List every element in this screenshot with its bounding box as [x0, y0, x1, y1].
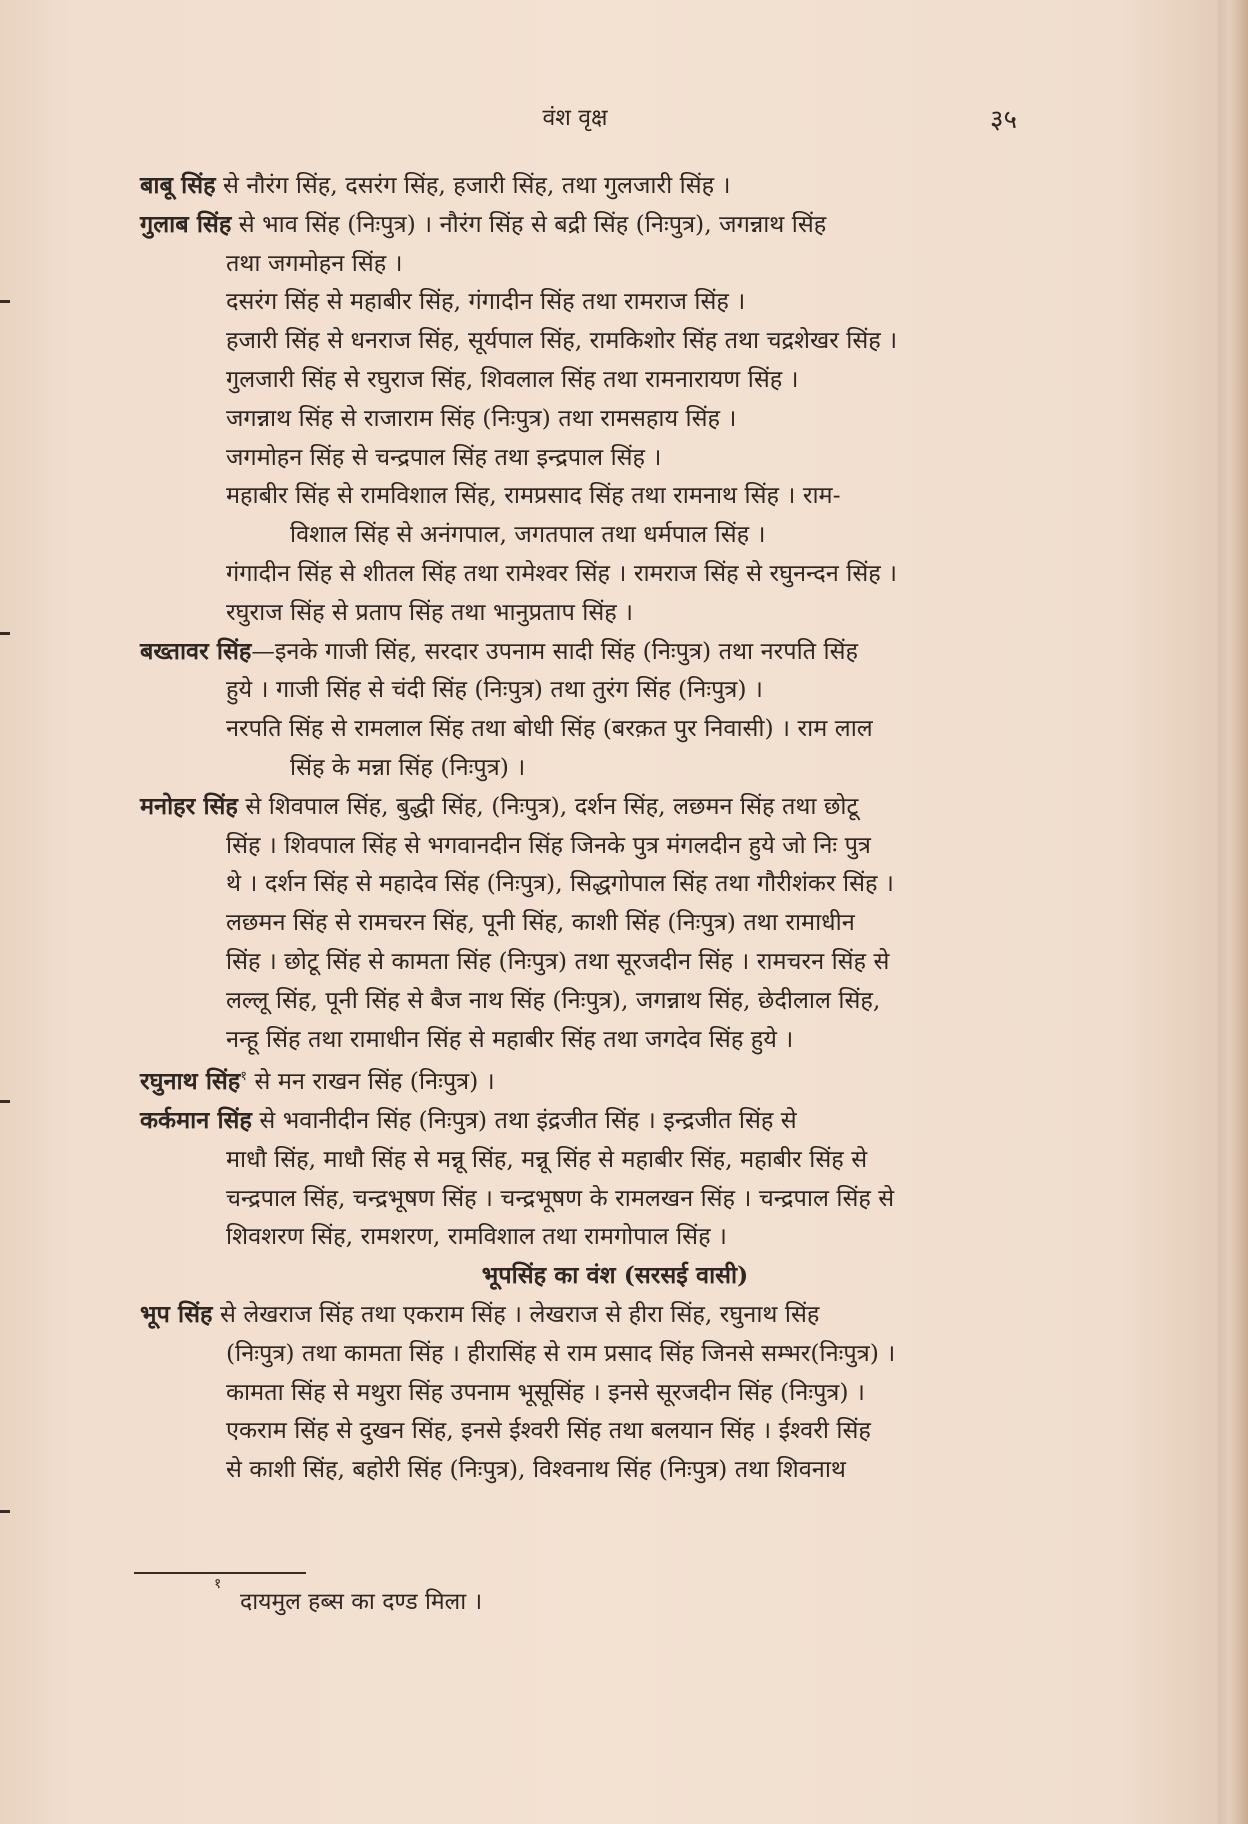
text-line: नन्हू सिंह तथा रामाधीन सिंह से महाबीर सिंह तथा जगदेव सिंह हुये ।: [226, 1024, 794, 1053]
footnote-mark: १: [214, 1576, 222, 1592]
text-line: हजारी सिंह से धनराज सिंह, सूर्यपाल सिंह, रामकिशोर सिंह तथा चद्रशेखर सिंह ।: [226, 326, 898, 355]
line-text: से नौरंग सिंह, दसरंग सिंह, हजारी सिंह, तथा गुलजारी सिंह ।: [215, 171, 731, 199]
text-line: [140, 787, 1060, 826]
text-line: सिंह के मन्ना सिंह (निःपुत्र) ।: [290, 752, 526, 781]
person-name: गुलाब सिंह: [140, 209, 232, 238]
genealogy-text: [140, 166, 1060, 1489]
line-text: से भाव सिंह (निःपुत्र) । नौरंग सिंह से बद्री सिंह (निःपुत्र), जगन्नाथ सिंह: [231, 209, 827, 238]
next-page-edge: [1218, 0, 1248, 1824]
text-line: लछमन सिंह से रामचरन सिंह, पूनी सिंह, काशी सिंह (निःपुत्र) तथा रामाधीन: [226, 908, 855, 937]
text-line: से काशी सिंह, बहोरी सिंह (निःपुत्र), विश्वनाथ सिंह (निःपुत्र) तथा शिवनाथ: [226, 1455, 846, 1484]
text-line: तथा जगमोहन सिंह ।: [226, 248, 403, 277]
text-line: थे । दर्शन सिंह से महादेव सिंह (निःपुत्र), सिद्धगोपाल सिंह तथा गौरीशंकर सिंह ।: [226, 869, 894, 898]
person-name: मनोहर सिंह: [140, 791, 238, 820]
text-line: रघुराज सिंह से प्रताप सिंह तथा भानुप्रताप सिंह ।: [226, 597, 634, 626]
text-line: सिंह । शिवपाल सिंह से भगवानदीन सिंह जिनके पुत्र मंगलदीन हुये जो निः पुत्र: [226, 830, 871, 859]
section-heading: भूपसिंह का वंश (सरसई वासी): [481, 1261, 749, 1290]
edge-mark: [0, 1100, 10, 1103]
text-line: गंगादीन सिंह से शीतल सिंह तथा रामेश्वर सिंह । रामराज सिंह से रघुनन्दन सिंह ।: [226, 558, 898, 587]
edge-mark: [0, 300, 10, 303]
text-line: दसरंग सिंह से महाबीर सिंह, गंगादीन सिंह तथा रामराज सिंह ।: [226, 287, 746, 316]
person-name: बख्तावर सिंह: [140, 636, 252, 665]
line-text: से मन राखन सिंह (निःपुत्र) ।: [247, 1067, 495, 1096]
text-line: हुये । गाजी सिंह से चंदी सिंह (निःपुत्र) तथा तुरंग सिंह (निःपुत्र) ।: [226, 675, 763, 704]
person-name: बाबू सिंह: [140, 171, 216, 199]
text-line: गुलजारी सिंह से रघुराज सिंह, शिवलाल सिंह तथा रामनारायण सिंह ।: [226, 364, 799, 393]
footnote-text: दायमुल हब्स का दण्ड मिला ।: [240, 1589, 483, 1615]
text-line: महाबीर सिंह से रामविशाल सिंह, रामप्रसाद सिंह तथा रामनाथ सिंह । राम-: [226, 481, 841, 510]
text-line: [140, 1058, 1060, 1101]
person-name: रघुनाथ सिंह: [140, 1067, 241, 1096]
person-name: कर्कमान सिंह: [140, 1105, 252, 1134]
text-line: सिंह । छोटू सिंह से कामता सिंह (निःपुत्र) तथा सूरजदीन सिंह । रामचरन सिंह से: [226, 946, 890, 975]
text-line: जगन्नाथ सिंह से राजाराम सिंह (निःपुत्र) तथा रामसहाय सिंह ।: [226, 403, 737, 432]
running-header: वंश वृक्ष: [542, 105, 608, 131]
line-text: से भवानीदीन सिंह (निःपुत्र) तथा इंद्रजीत सिंह । इन्द्रजीत सिंह से: [251, 1105, 797, 1134]
text-line: [140, 166, 1060, 205]
text-line: [140, 205, 1060, 244]
text-line: [140, 1295, 1060, 1334]
text-line: शिवशरण सिंह, रामशरण, रामविशाल तथा रामगोपाल सिंह ।: [226, 1222, 727, 1251]
text-line: चन्द्रपाल सिंह, चन्द्रभूषण सिंह । चन्द्रभूषण के रामलखन सिंह । चन्द्रपाल सिंह से: [226, 1183, 895, 1212]
text-line: एकराम सिंह से दुखन सिंह, इनसे ईश्वरी सिंह तथा बलयान सिंह । ईश्वरी सिंह: [226, 1416, 871, 1445]
text-line: माधौ सिंह, माधौ सिंह से मन्नू सिंह, मन्नू सिंह से महाबीर सिंह, महाबीर सिंह से: [226, 1144, 868, 1173]
page-number: ३५: [990, 105, 1018, 135]
text-line: नरपति सिंह से रामलाल सिंह तथा बोधी सिंह (बरक़त पुर निवासी) । राम लाल: [226, 714, 873, 743]
text-line: कामता सिंह से मथुरा सिंह उपनाम भूसूसिंह । इनसे सूरजदीन सिंह (निःपुत्र) ।: [226, 1377, 865, 1406]
text-line: लल्लू सिंह, पूनी सिंह से बैज नाथ सिंह (निःपुत्र), जगन्नाथ सिंह, छेदीलाल सिंह,: [226, 985, 881, 1014]
text-line: (निःपुत्र) तथा कामता सिंह । हीरासिंह से राम प्रसाद सिंह जिनसे सम्भर(निःपुत्र) ।: [226, 1338, 896, 1367]
edge-mark: [0, 1510, 10, 1513]
text-line: [140, 1101, 1060, 1140]
person-name: भूप सिंह: [140, 1299, 213, 1328]
line-text: से लेखराज सिंह तथा एकराम सिंह । लेखराज से हीरा सिंह, रघुनाथ सिंह: [212, 1299, 820, 1328]
line-text: —इनके गाजी सिंह, सरदार उपनाम सादी सिंह (निःपुत्र) तथा नरपति सिंह: [251, 636, 858, 665]
text-line: विशाल सिंह से अनंगपाल, जगतपाल तथा धर्मपाल सिंह ।: [290, 520, 766, 549]
text-line: [140, 632, 1060, 671]
footnote-reference: १: [240, 1069, 248, 1085]
text-line: जगमोहन सिंह से चन्द्रपाल सिंह तथा इन्द्रपाल सिंह ।: [226, 442, 662, 471]
edge-mark: [0, 632, 10, 635]
line-text: से शिवपाल सिंह, बुद्धी सिंह, (निःपुत्र), दर्शन सिंह, लछमन सिंह तथा छोटू: [237, 791, 859, 820]
